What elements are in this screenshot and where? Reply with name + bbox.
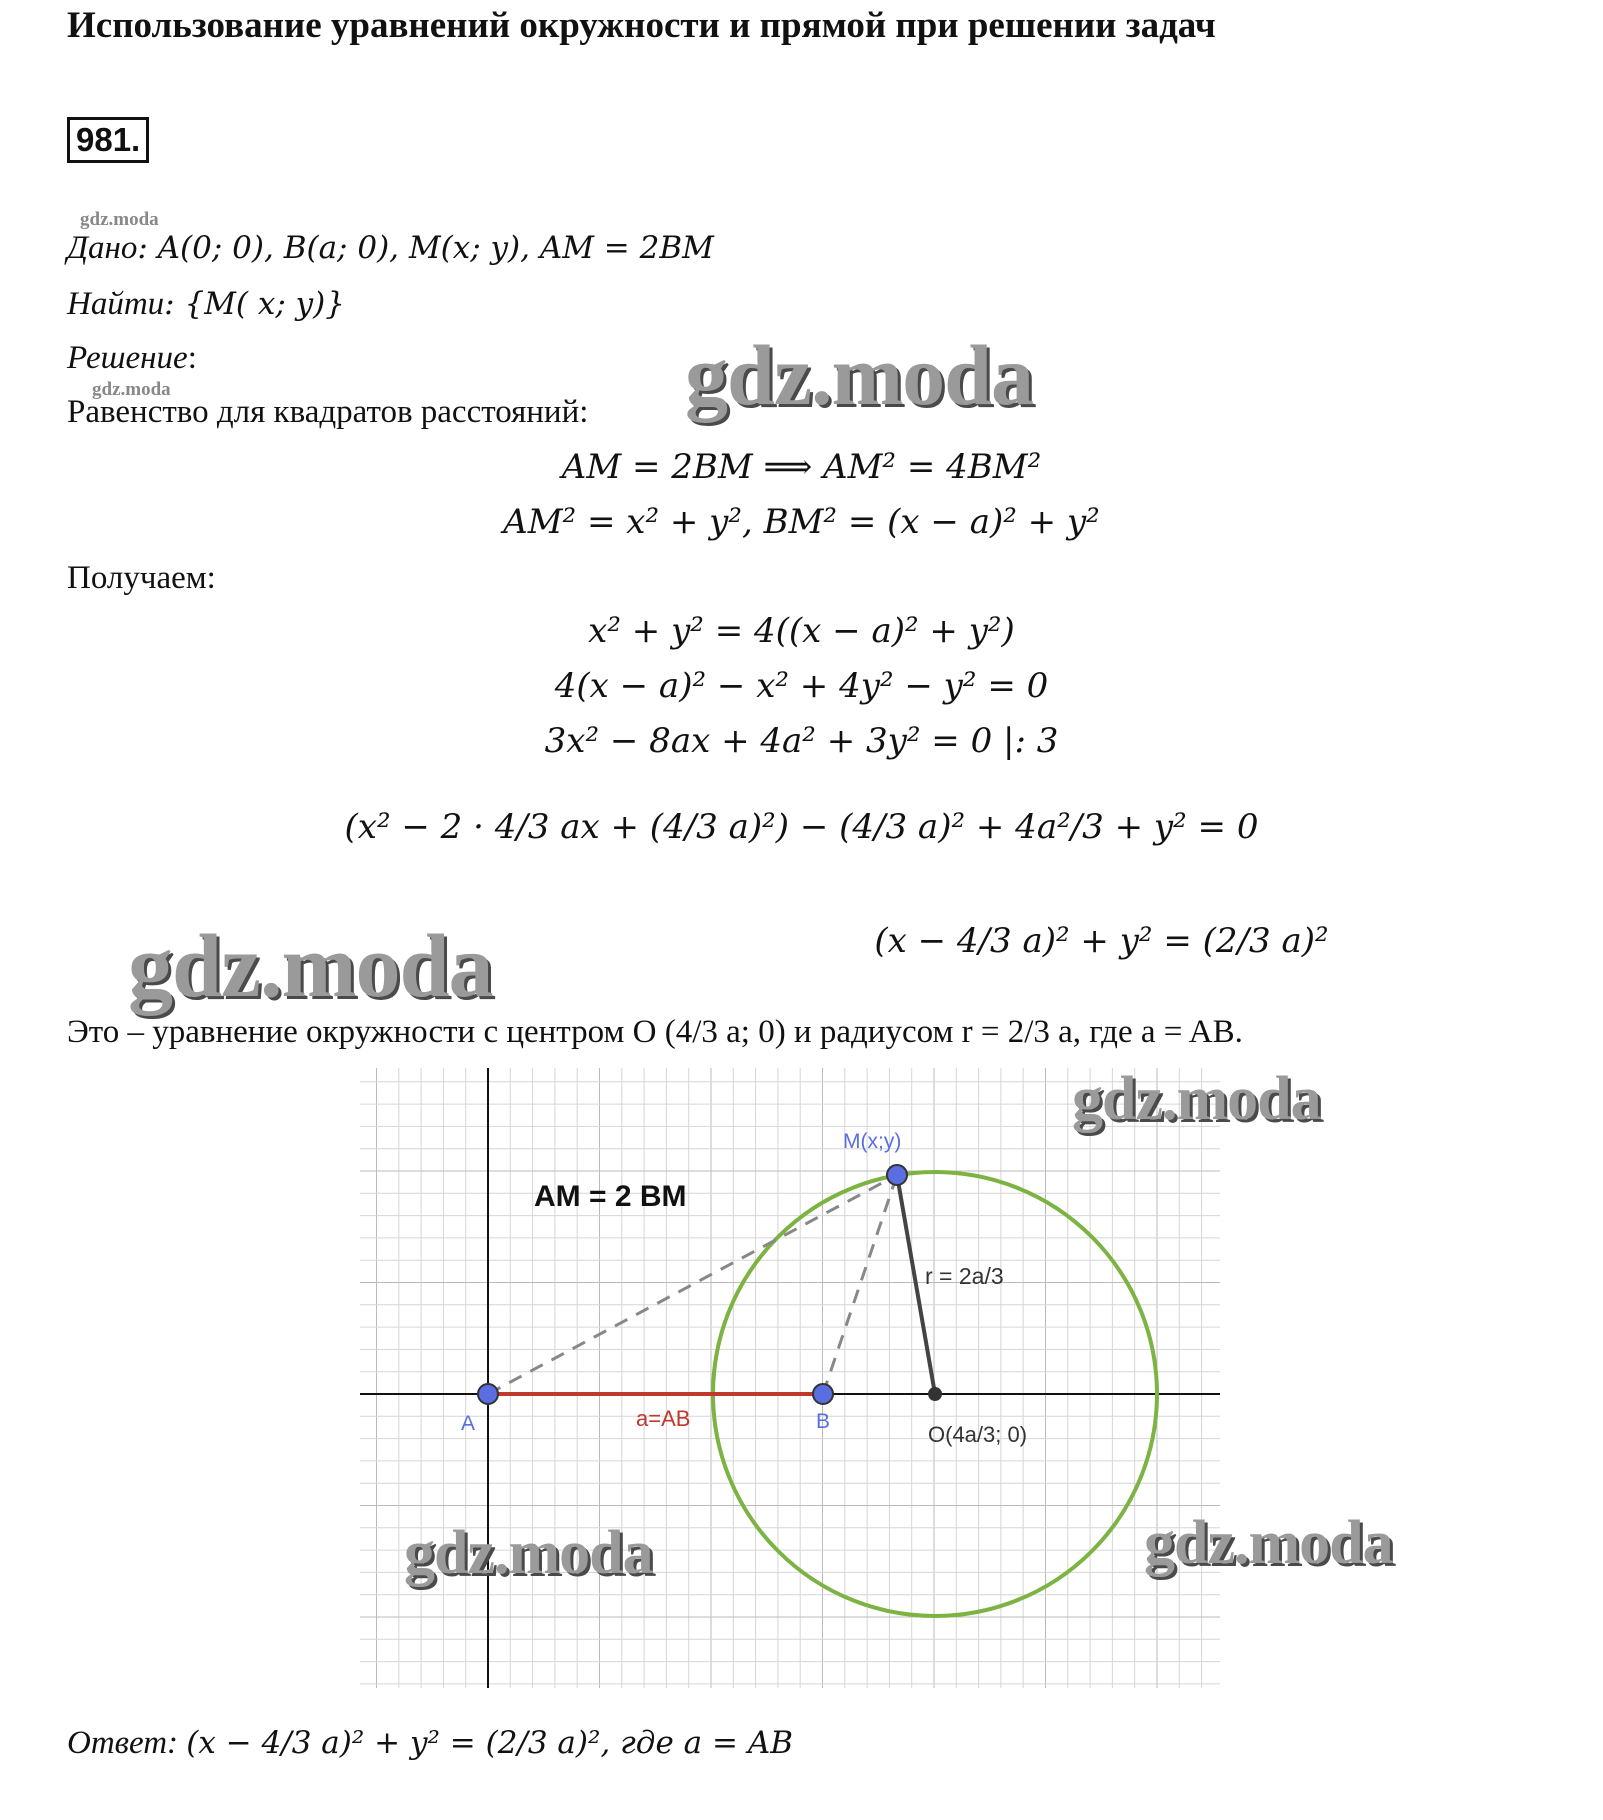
given-line xyxy=(67,226,714,270)
watermark-small: gdz.moda xyxy=(80,209,159,230)
find-text: : {M( x; y)} xyxy=(164,286,345,322)
page-title: Использование уравнений окружности и прямой при решении задач xyxy=(67,5,1216,46)
label-ab: a=AB xyxy=(636,1406,691,1431)
problem-number: 981. xyxy=(67,117,149,163)
equation-3: x² + y² = 4((x − a)² + y²) xyxy=(588,611,1015,651)
point-b xyxy=(813,1384,833,1404)
watermark-small: gdz.moda xyxy=(92,379,171,400)
solution-line xyxy=(67,336,197,380)
watermark-large: gdz.moda xyxy=(1144,1509,1393,1577)
find-label: Найти xyxy=(67,286,165,322)
label-m: M(x;y) xyxy=(843,1130,902,1153)
obtain-text: Получаем: xyxy=(67,560,216,596)
watermark-large: gdz.moda xyxy=(685,327,1033,423)
label-a: A xyxy=(461,1412,476,1435)
equation-4: 4(x − a)² − x² + 4y² − y² = 0 xyxy=(554,666,1049,706)
watermark-large: gdz.moda xyxy=(128,917,493,1016)
label-o: O(4a/3; 0) xyxy=(928,1422,1028,1447)
equation-5: 3x² − 8ax + 4a² + 3y² = 0 |: 3 xyxy=(544,721,1059,761)
point-m xyxy=(887,1165,907,1185)
given-text: : A(0; 0), B(a; 0), M(x; y), AM = 2BM xyxy=(137,230,714,266)
answer-label: Ответ: xyxy=(67,1725,179,1761)
answer-text: (x − 4/3 a)² + y² = (2/3 a)², где a = AB xyxy=(186,1725,793,1761)
solution-colon: : xyxy=(187,340,197,376)
watermark-large: gdz.moda xyxy=(1072,1065,1321,1133)
label-b: B xyxy=(816,1410,831,1433)
point-o xyxy=(928,1387,942,1401)
find-line xyxy=(67,282,345,326)
label-radius: r = 2a/3 xyxy=(925,1263,1004,1289)
intro-text: Равенство для квадратов расстояний: xyxy=(67,394,589,430)
given-label: Дано xyxy=(67,230,138,266)
solution-label: Решение xyxy=(67,340,188,376)
answer-line xyxy=(67,1718,793,1768)
circle-figure xyxy=(360,1068,1240,1688)
figure-heading: AM = 2 BM xyxy=(534,1180,687,1213)
equation-7: (x − 4/3 a)² + y² = (2/3 a)² xyxy=(874,921,1329,961)
conclusion-text: Это – уравнение окружности с центром O (4/3 a; 0) и радиусом r = 2/3 a, где a = AB. xyxy=(67,1014,1243,1050)
equation-2: AM² = x² + y², BM² = (x − a)² + y² xyxy=(503,502,1100,542)
equation-1: AM = 2BM ⟹ AM² = 4BM² xyxy=(561,447,1042,487)
point-a xyxy=(478,1384,498,1404)
watermark-large: gdz.moda xyxy=(404,1519,653,1587)
equation-6: (x² − 2 · 4/3 ax + (4/3 a)²) − (4/3 a)² + 4a²/3 + y² = 0 xyxy=(344,807,1259,847)
